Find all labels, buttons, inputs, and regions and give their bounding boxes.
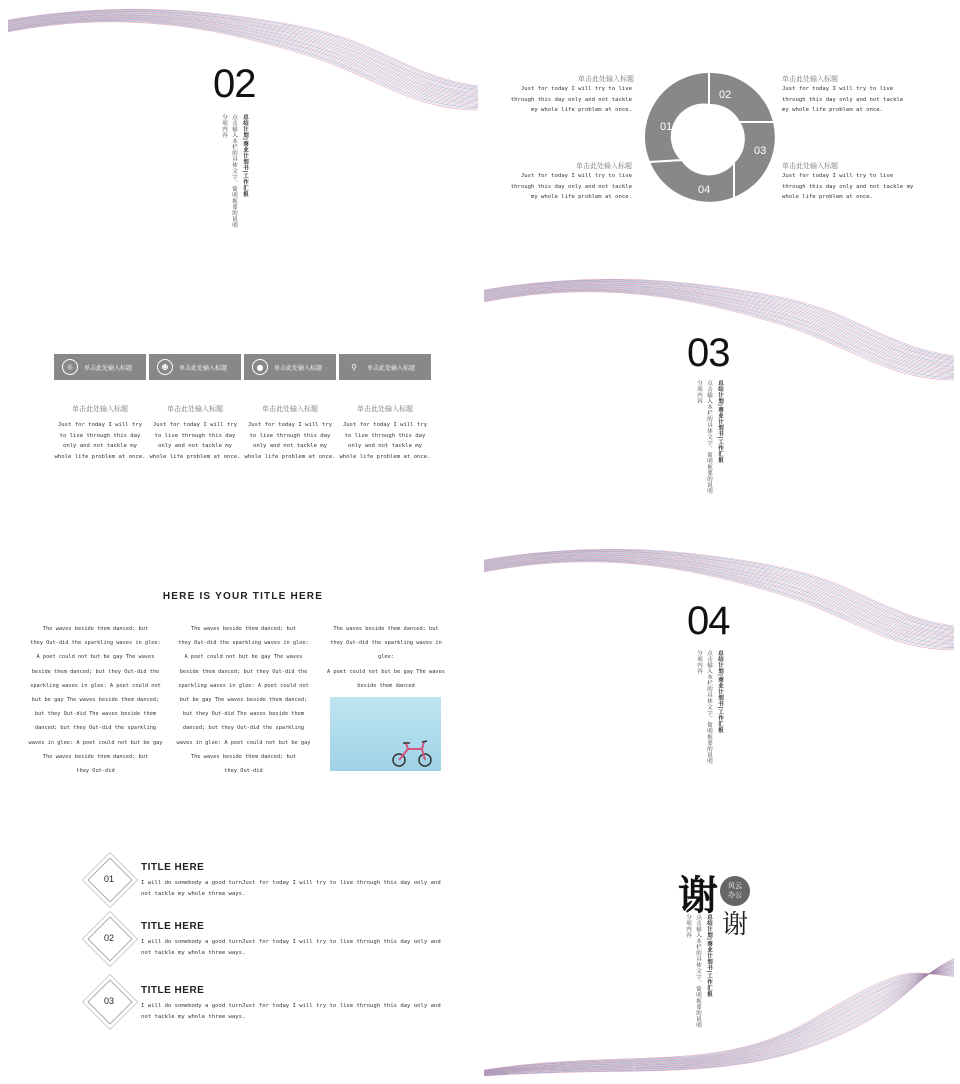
block-title: 单击此处输入标题 [782,75,838,83]
column-line: Just for today I will try [342,422,428,428]
column-line: to live through this day [154,432,236,439]
column-title: 单击此处输入标题 [357,405,413,413]
block-title: 单击此处输入标题 [578,75,634,83]
paragraph-line: The waves beside them danced; but [333,626,439,632]
paragraph-line: danced; but they Out-did the sparkling [182,725,305,732]
column-3 [244,404,336,462]
slide-thanks [484,816,954,1078]
section-subtitle: 总结计划|商业计划书|工作汇报 [717,380,723,464]
block-line: through this day only and not tackle [510,183,632,190]
item-title: TITLE HERE [141,985,205,996]
block-line: Just for today I will try to live [782,173,894,179]
item-line: I will do somebody a good turnJust for today I will try to live through this day only and [141,939,441,945]
slide-ring-diagram [484,6,954,268]
bicycle-icon [330,697,441,771]
column-line: only and not tackle my [252,443,328,449]
bar-label: 单击此处输入标题 [274,364,323,372]
block-line: Just for today I will try to live [782,86,894,92]
column-line: only and not tackle my [347,443,423,449]
slide-title-list [8,816,478,1078]
paragraph-line: they Out-did [76,768,115,775]
paragraph-line: they Out-did the sparkling waves in glee: [30,640,161,647]
column-line: to live through this day [249,432,331,439]
block-line: whole life problem at once. [782,194,873,200]
column-1 [54,404,146,462]
ring-label-01: 01 [660,121,673,133]
section-desc2: 分项内容 [696,380,702,404]
thanks-char-2: 谢 [722,910,749,940]
section-subtitle: 总结计划|商业计划书|工作汇报 [242,114,248,198]
block-line: my whole life problem at once. [530,194,632,200]
block-line: my whole life problem at once. [782,107,884,113]
paragraph-line: they Out-did [224,768,263,775]
column-line: Just for today I will try [57,422,143,428]
ring-label-03: 03 [754,145,767,157]
section-desc: 点击输入本栏的具体文字，简明扼要的说明 [706,380,712,494]
block-line: Just for today I will try to live [520,86,632,92]
slide-text-columns [8,546,478,808]
paragraph-line: The waves beside them danced; but [42,626,149,632]
thanks-desc: 点击输入本栏的具体文字，简明扼要的说明 [695,914,701,1028]
paragraph-line: beside them danced; but they Out-did the [179,668,308,675]
column-line: whole life problem at once. [54,453,146,460]
section-desc: 点击输入本栏的具体文字，简明扼要的说明 [706,650,712,764]
text-column-2 [176,622,311,778]
slide-section-02 [8,6,478,268]
paragraph-line: but be gay The waves beside them danced; [179,697,308,704]
bar-row [54,354,434,380]
badge-text: 风云 办公 [728,882,742,899]
trophy-icon: ⚲ [351,362,357,372]
column-line: to live through this day [344,432,426,439]
column-line: only and not tackle my [157,443,233,449]
thanks-subtitle: 总结计划|商业计划书|工作汇报 [706,914,712,998]
item-number: 02 [103,933,114,943]
paragraph-line: waves in glee: A poet could not but be gay [28,739,163,746]
block-line: through this day only and not tackle my [782,183,914,190]
column-line: whole life problem at once. [339,453,431,460]
paragraph-line: beside them danced [357,682,415,689]
paragraph-line: A poet could not but be gay The waves [184,654,303,661]
column-line: Just for today I will try [152,422,238,428]
ring-block-top-right [782,74,903,116]
block-line: through this day only and not tackle [510,96,632,103]
text-column-3 [322,622,450,693]
ring-block-bottom-right [782,161,913,203]
thanks-desc2: 分项内容 [685,914,691,938]
section-subtitle: 总结计划|商业计划书|工作汇报 [717,650,723,734]
team-icon: ☻ [157,359,173,375]
section-desc2: 分项内容 [696,650,702,674]
paragraph-line: they Out-did the sparkling waves in glee: [330,640,442,661]
bar-label: 单击此处输入标题 [367,364,416,372]
column-title: 单击此处输入标题 [167,405,223,413]
paragraph-line: danced; but they Out-did the sparkling [34,725,157,732]
block-title: 单击此处输入标题 [782,162,838,170]
section-desc2: 分项内容 [221,114,227,138]
paragraph-line: but be gay The waves beside them danced; [31,697,160,704]
column-title: 单击此处输入标题 [72,405,128,413]
paragraph-line: but they Out-did The waves beside them [182,711,305,718]
section-number: 02 [213,62,256,106]
section-number: 04 [687,599,730,643]
paragraph-line: A poet could not but be gay The waves [327,668,445,675]
column-line: Just for today I will try [247,422,333,428]
ring-block-top-left [511,74,632,116]
wave-line [484,961,954,1075]
slide-section-04 [484,546,954,808]
slide-four-columns [8,276,478,538]
column-4 [339,404,431,462]
thanks-char-1: 谢 [678,872,718,919]
bar-label: 单击此处输入标题 [179,364,228,372]
paragraph-line: sparkling waves in glee: A poet could not [178,682,309,689]
block-line: through this day only and not tackle [782,96,904,103]
column-line: whole life problem at once. [149,453,241,460]
ring-label-04: 04 [698,184,711,196]
paragraph-line: The waves beside them danced; but [42,753,149,760]
paragraph-line: but they Out-did The waves beside them [34,711,157,718]
bicycle-photo [330,697,441,771]
paragraph-line: sparkling waves in glee: A poet could not [30,682,161,689]
item-line: not tackle my whole three ways. [141,1014,246,1020]
item-line: I will do somebody a good turnJust for today I will try to live through this day only and [141,1003,441,1009]
basketball-icon: ● [252,359,268,375]
item-number: 01 [103,874,114,884]
slide-title: HERE IS YOUR TITLE HERE [162,591,324,602]
item-title: TITLE HERE [141,862,205,873]
paragraph-line: The waves beside them danced; but [190,753,297,760]
paragraph-line: they Out-did the sparkling waves in glee: [178,640,309,647]
wave-decoration [484,936,954,1078]
column-line: whole life problem at once. [244,453,336,460]
column-line: to live through this day [59,432,141,439]
item-line: not tackle my whole three ways. [141,891,246,897]
bar-3 [244,354,336,380]
ring-diagram [634,62,784,212]
bar-4 [339,354,431,380]
column-2 [149,404,241,462]
ring-block-bottom-left [511,161,632,203]
paragraph-line: A poet could not but be gay The waves [36,654,155,661]
column-title: 单击此处输入标题 [262,405,318,413]
paragraph-line: waves in glee: A poet could not but be gay [176,739,311,746]
section-desc: 点击输入本栏的具体文字，简明扼要的说明 [231,114,237,228]
bar-1 [54,354,146,380]
bar-2 [149,354,241,380]
paragraph-line: The waves beside them danced; but [190,626,297,632]
ring-segment-04 [649,160,734,203]
block-line: Just for today I will try to live [520,173,632,179]
item-line: I will do somebody a good turnJust for today I will try to live through this day only and [141,880,441,886]
item-line: not tackle my whole three ways. [141,950,246,956]
paragraph-line: beside them danced; but they Out-did the [31,668,160,675]
badge-circle [720,876,750,906]
text-column-1 [28,622,163,778]
column-line: only and not tackle my [62,443,138,449]
block-title: 单击此处输入标题 [576,162,632,170]
section-number: 03 [687,331,730,375]
bar-label: 单击此处输入标题 [84,364,133,372]
ring-label-02: 02 [719,89,732,101]
item-number: 03 [103,996,114,1006]
lightbulb-icon: ☼ [62,359,78,375]
block-line: my whole life problem at once. [530,107,632,113]
item-title: TITLE HERE [141,921,205,932]
slide-section-03 [484,276,954,538]
ring-segment-01 [644,72,709,162]
ring-segment-03 [734,122,776,198]
